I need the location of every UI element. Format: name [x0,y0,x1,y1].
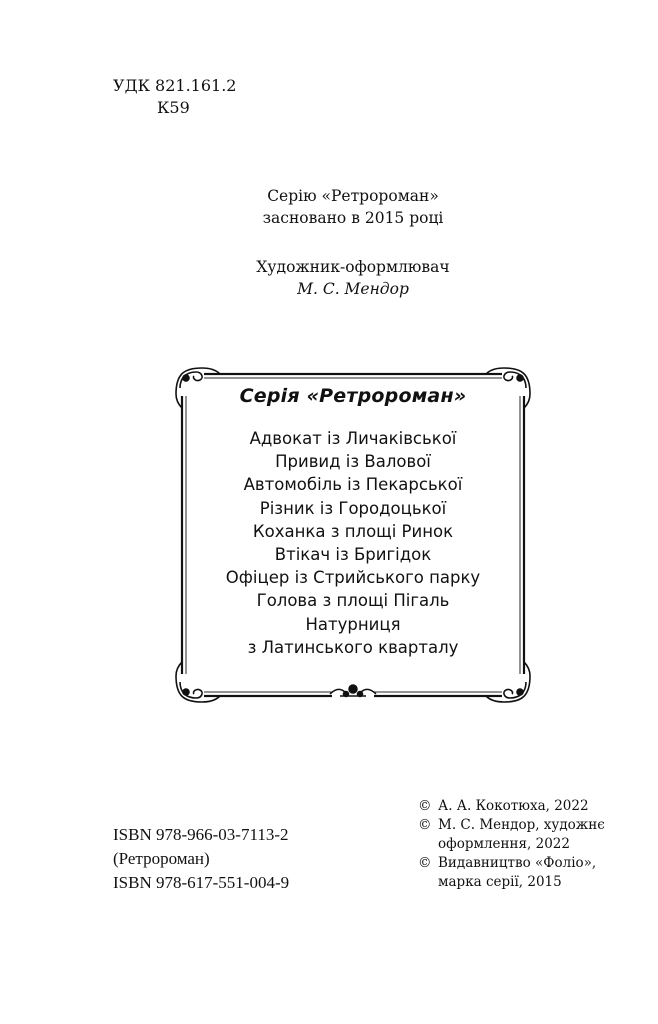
copyright-symbol: © [418,855,432,871]
list-item: Голова з площі Пігаль [256,591,450,611]
isbn-series-label: (Ретророман) [113,849,210,868]
isbn-series: ISBN 978-966-03-7113-2 [113,825,289,844]
list-item: Офіцер із Стрийського парку [225,568,481,588]
artist-name: М. С. Мендор [297,280,409,298]
copyright-symbol: © [418,817,432,833]
list-item: Автомобіль із Пекарської [243,475,463,495]
copyright-entry-author [418,797,654,816]
copyright-entry-publisher [418,854,654,892]
copyright-entry-artist [418,816,654,854]
list-item: Коханка з площі Ринок [252,521,454,541]
list-item: Привид із Валової [275,452,431,472]
list-item: Різник із Городоцької [259,498,447,518]
book-list [172,427,534,659]
isbn-book: ISBN 978-617-551-004-9 [113,873,290,892]
series-founded-note [0,185,658,229]
list-item: Натурниця [305,614,401,634]
copyright-line: А. А. Кокотюха, 2022 [438,798,589,814]
copyright-symbol: © [418,798,432,814]
series-founded-line2: засновано в 2015 році [262,209,444,227]
copyright-block [418,797,654,892]
udk-block [113,75,236,119]
udk-code: УДК 821.161.2 [113,76,237,95]
bottom-center-ornament [330,684,376,700]
isbn-block [113,823,289,895]
copyright-line: марка серії, 2015 [438,874,562,890]
copyright-line: Видавництво «Фоліо», [438,855,597,871]
series-founded-line1: Серію «Ретророман» [267,187,439,205]
series-title: Серія «Ретророман» [239,385,467,407]
author-sign: К59 [157,98,190,117]
artist-credit [0,256,658,300]
list-item: з Латинського кварталу [247,637,459,657]
corner-ornament-bottom-left [174,662,220,704]
list-item: Адвокат із Личаківської [249,429,457,448]
list-item: Втікач із Бригідок [274,545,432,565]
artist-role: Художник-оформлювач [256,258,450,276]
copyright-line: М. С. Мендор, художнє [438,817,605,833]
copyright-line: оформлення, 2022 [438,836,570,852]
